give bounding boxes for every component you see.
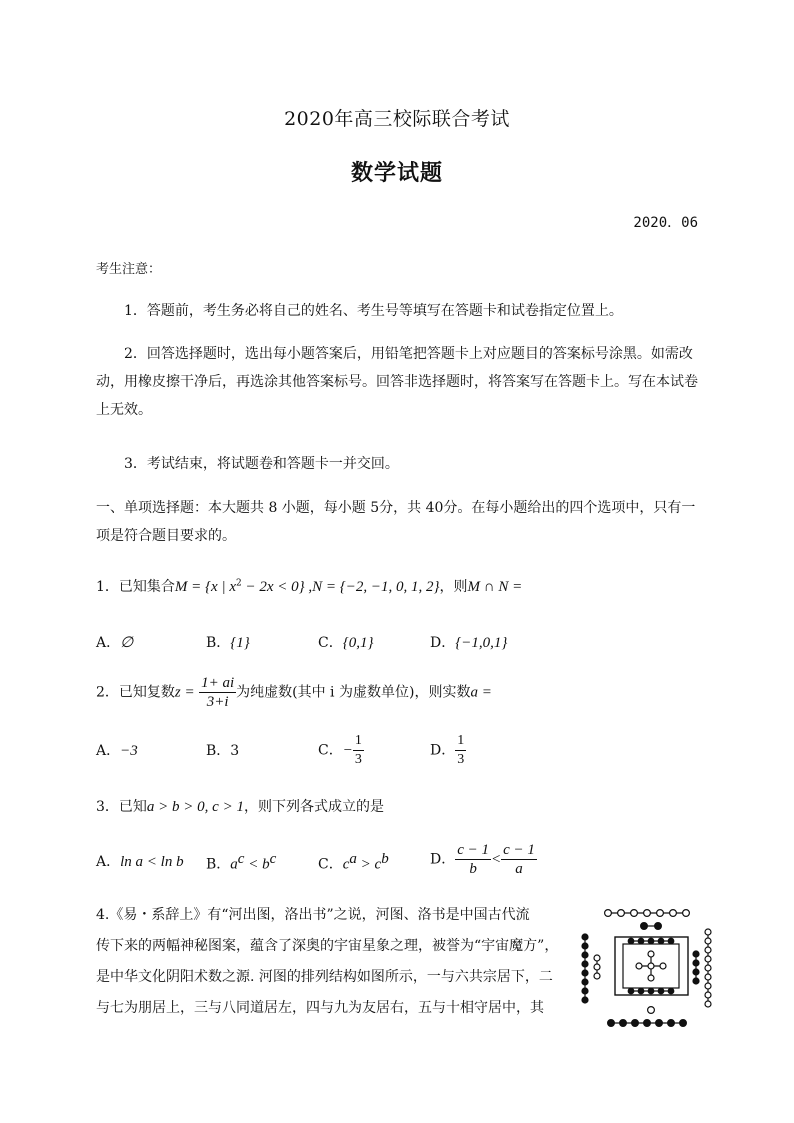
black-dot [582,997,588,1003]
white-dot [618,910,625,917]
black-dot [658,988,664,994]
black-dot [582,979,588,985]
black-dot [582,952,588,958]
black-dot [608,1020,615,1027]
white-dot [660,963,666,969]
white-dot [657,910,664,917]
white-dot [648,1007,655,1014]
q3-tail: ，则下列各式成立的是 [243,799,384,815]
black-dot [641,923,648,930]
q4-line-1: 4.《易・系辞上》有“河出图，洛出书”之说，河图、洛书是中国古代流 [96,907,530,923]
notice-item-1: 1．答题前，考生务必将自己的姓名、考生号等填写在答题卡和试卷指定位置上。 [124,303,623,319]
notice-item-2: 2．回答选择题时，选出每小题答案后，用铅笔把答题卡上对应题目的答案标号涂黑。如需改动，用橡皮擦干净后，再选涂其他答案标号。回答非选择题时，将答案写在答题卡上。写在本试卷上无效。 [96,346,698,418]
question-3 [96,796,384,816]
q2-option-d: D． $\frac{1}{3}$ [430,733,465,767]
hetu-diagram [575,900,725,1030]
white-dot [705,1001,711,1007]
q3-lead: 已知 [118,799,147,815]
q2-number: 2． [96,684,119,701]
question-2 [96,674,492,711]
section-heading: 一、单项选择题：本大题共 8 小题，每小题 5分，共 40分。在每小题给出的四个选项中，只有一项是符合题目要求的。 [96,500,696,544]
black-dot [648,988,654,994]
q1-n-symbol: N [312,579,323,595]
white-dot [705,938,711,944]
black-dot [628,938,634,944]
q1-set-m-rest: − 2x < 0} , [241,579,313,595]
q4-line-3: 是中华文化阴阳术数之源. 河图的排列结构如图所示，一与六共宗居下，二 [96,969,553,985]
q1-set-m: = {x | x [187,579,236,595]
black-dot [693,978,699,984]
q3-option-b: B．$a^c < b^c$ [206,851,277,873]
white-dot [705,929,711,935]
white-dot [705,947,711,953]
q3-option-a: A．ln a < ln b [96,854,184,870]
q2-lead: 已知复数 [118,684,175,701]
q1-lead: 已知集合 [118,579,175,595]
black-dot [680,1020,687,1027]
black-dot [655,923,662,930]
q1-option-b: B．{1} [206,635,250,651]
q1-m-symbol: M [174,579,188,595]
notice-heading: 考生注意： [96,262,162,277]
black-dot [693,951,699,957]
white-dot [648,963,654,969]
exam-title: 2020年高三校际联合考试 [284,108,510,130]
white-dot [705,983,711,989]
black-dot [668,938,674,944]
q3-condition: a > b > 0, c > 1 [146,799,244,815]
white-dot [594,973,600,979]
q3-option-d: D． $\frac{c - 1}{b}$ < $\frac{c - 1}{a}$ [430,842,535,877]
white-dot [705,965,711,971]
q3-option-c: C．$c^a > c^b$ [318,851,389,873]
black-dot [658,938,664,944]
q1-square: 2 [235,578,242,589]
black-dot [582,943,588,949]
q1-then: ，则 [439,579,468,595]
black-dot [632,1020,639,1027]
notice-item-3: 3．考试结束，将试题卷和答题卡一并交回。 [124,456,399,472]
q4-line-4: 与七为朋居上，三与八同道居左，四与九为友居右，五与十相守居中，其 [96,1000,544,1016]
black-dot [620,1020,627,1027]
white-dot [644,910,651,917]
question-1 [96,576,522,596]
q2-fraction: $\frac{1+ ai}{3+i}$ [201,675,235,710]
black-dot [693,969,699,975]
q4-line-2: 传下来的两幅神秘图案，蕴含了深奥的宇宙星象之理，被誉为“宇宙魔方”， [96,938,559,954]
black-dot [668,1020,675,1027]
white-dot [605,910,612,917]
black-dot [638,938,644,944]
black-dot [668,988,674,994]
q2-option-b: B．3 [206,743,240,759]
black-dot [638,988,644,994]
q2-tail: a = [470,684,492,701]
black-dot [582,988,588,994]
black-dot [693,960,699,966]
white-dot [670,910,677,917]
white-dot [648,951,654,957]
q1-set-n: = {−2, −1, 0, 1, 2} [322,579,440,595]
white-dot [631,910,638,917]
white-dot [636,963,642,969]
white-dot [705,956,711,962]
black-dot [582,970,588,976]
white-dot [594,955,600,961]
black-dot [582,934,588,940]
black-dot [648,938,654,944]
q2-mid: 为纯虚数(其中 i 为虚数单位)，则实数 [236,684,471,701]
white-dot [705,992,711,998]
white-dot [683,910,690,917]
q2-var: z = [174,684,195,701]
exam-date: 2020．06 [633,215,698,231]
q1-option-d: D．{−1,0,1} [430,635,508,651]
q2-option-a: A．−3 [96,743,138,759]
q1-option-c: C．{0,1} [318,635,374,651]
black-dot [656,1020,663,1027]
white-dot [594,964,600,970]
q1-option-a: A．∅ [96,635,134,651]
subject-title: 数学试题 [350,160,443,186]
white-dot [648,975,654,981]
q1-expr: M ∩ N = [467,579,523,595]
q3-number: 3． [96,799,119,815]
black-dot [582,961,588,967]
white-dot [705,974,711,980]
q1-number: 1． [96,579,119,595]
q2-option-c: C．− $\frac{1}{3}$ [318,733,362,767]
black-dot [644,1020,651,1027]
black-dot [628,988,634,994]
